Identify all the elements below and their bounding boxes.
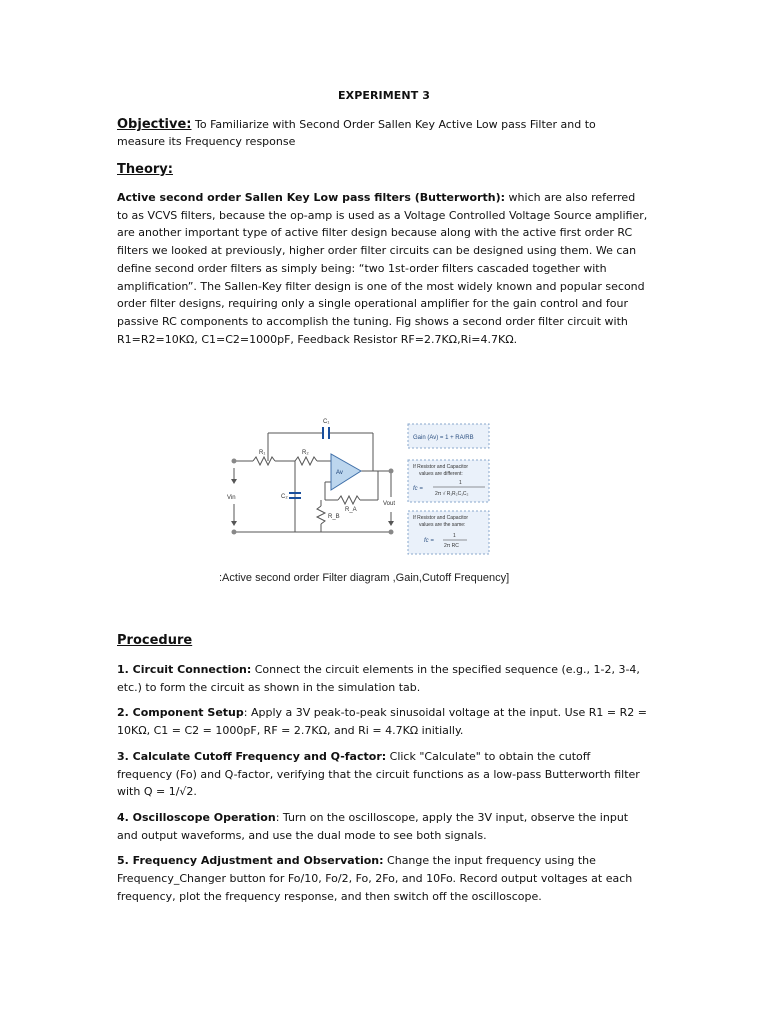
theory-heading: Theory:	[117, 162, 173, 177]
procedure-step-4	[117, 809, 647, 844]
same-fc: fc =	[424, 538, 434, 544]
objective-paragraph	[117, 116, 637, 150]
different-fc: fc =	[413, 486, 423, 492]
step-text: Click "Calculate" to obtain the cutoff frequency (Fo) and Q-factor, verifying that the circuit functions as a low-pass Butterworth filter with Q = 1/√2.	[117, 749, 640, 799]
procedure-heading: Procedure	[117, 633, 193, 648]
label-r1: R₁	[259, 450, 266, 456]
step-text: Connect the circuit elements in the specified sequence (e.g., 1-2, 3-4, etc.) to form the circuit as shown in the simulation tab.	[117, 663, 640, 694]
theory-paragraph	[117, 189, 649, 348]
page-title: EXPERIMENT 3	[338, 89, 430, 102]
step-label: 1. Circuit Connection:	[117, 663, 252, 676]
same-line1: If Resistor and Capacitor	[413, 515, 469, 521]
step-label: 4. Oscilloscope Operation	[117, 810, 276, 824]
objective-text: To Familiarize with Second Order Sallen Key Active Low pass Filter and to measure its Frequency response	[117, 118, 596, 148]
different-line2: values are different:	[419, 471, 463, 477]
label-c2: C₂	[281, 494, 288, 500]
step-text: : Apply a 3V peak-to-peak sinusoidal voltage at the input. Use R1 = R2 = 10KΩ, C1 = C2 = 1000pF, RF = 2.7KΩ, and Ri = 4.7KΩ initially.	[117, 706, 647, 738]
label-ra: R_A	[345, 507, 357, 513]
theory-lead: Active second order Sallen Key Low pass filters (Butterworth):	[117, 191, 506, 204]
different-denominator: 2π √ R₁R₂C₁C₂	[435, 491, 469, 497]
circuit-figure	[213, 404, 565, 560]
gain-formula: Gain (Av) = 1 + RA/RB	[413, 435, 474, 441]
procedure-step-5	[117, 852, 647, 905]
step-text: Change the input frequency using the Frequency_Changer button for Fo/10, Fo/2, Fo, 2Fo, and 10Fo. Record output voltages at each frequency, plot the frequency response, and then switch off the oscilloscope.	[117, 854, 633, 903]
procedure-step-3	[117, 748, 647, 801]
label-opamp: Av	[336, 470, 343, 476]
figure-caption: :Active second order Filter diagram ,Gain,Cutoff Frequency]	[219, 572, 510, 584]
label-rb: R_B	[328, 514, 340, 520]
procedure-step-2	[117, 704, 647, 739]
same-denominator: 2π RC	[444, 543, 459, 549]
theory-body: which are also referred to as VCVS filters, because the op-amp is used as a Voltage Controlled Voltage Source amplifier, are another important type of active filter design because along with the active first order RC filters we looked at previously, higher order filter circuits can be designed using them. We can define second order filters as simply being: “two 1st-order filters cascaded together with amplification”. The Sallen-Key filter design is one of the most widely known and popular second order filter designs, requiring only a single operational amplifier for the gain control and four passive RC components to accomplish the tuning. Fig shows a second order filter circuit with R1=R2=10KΩ, C1=C2=1000pF, Feedback Resistor RF=2.7KΩ,Ri=4.7KΩ.	[117, 191, 648, 346]
step-label: 5. Frequency Adjustment and Observation:	[117, 854, 384, 868]
objective-heading: Objective:	[117, 117, 192, 132]
label-vin: Vin	[227, 495, 236, 501]
step-text: : Turn on the oscilloscope, apply the 3V input, observe the input and output waveforms, and use the dual mode to see both signals.	[117, 810, 629, 842]
same-line2: values are the same:	[419, 522, 466, 528]
same-numerator: 1	[453, 533, 456, 539]
procedure-steps	[117, 661, 647, 913]
different-numerator: 1	[459, 480, 462, 486]
label-c1: C₁	[323, 419, 330, 425]
circuit-diagram	[213, 404, 565, 560]
different-line1: If Resistor and Capacitor	[413, 464, 469, 470]
procedure-step-1	[117, 661, 647, 696]
step-label: 2. Component Setup	[117, 706, 244, 720]
step-label: 3. Calculate Cutoff Frequency and Q-factor:	[117, 749, 387, 763]
label-r2: R₂	[302, 450, 309, 456]
label-vout: Vout	[383, 501, 396, 507]
